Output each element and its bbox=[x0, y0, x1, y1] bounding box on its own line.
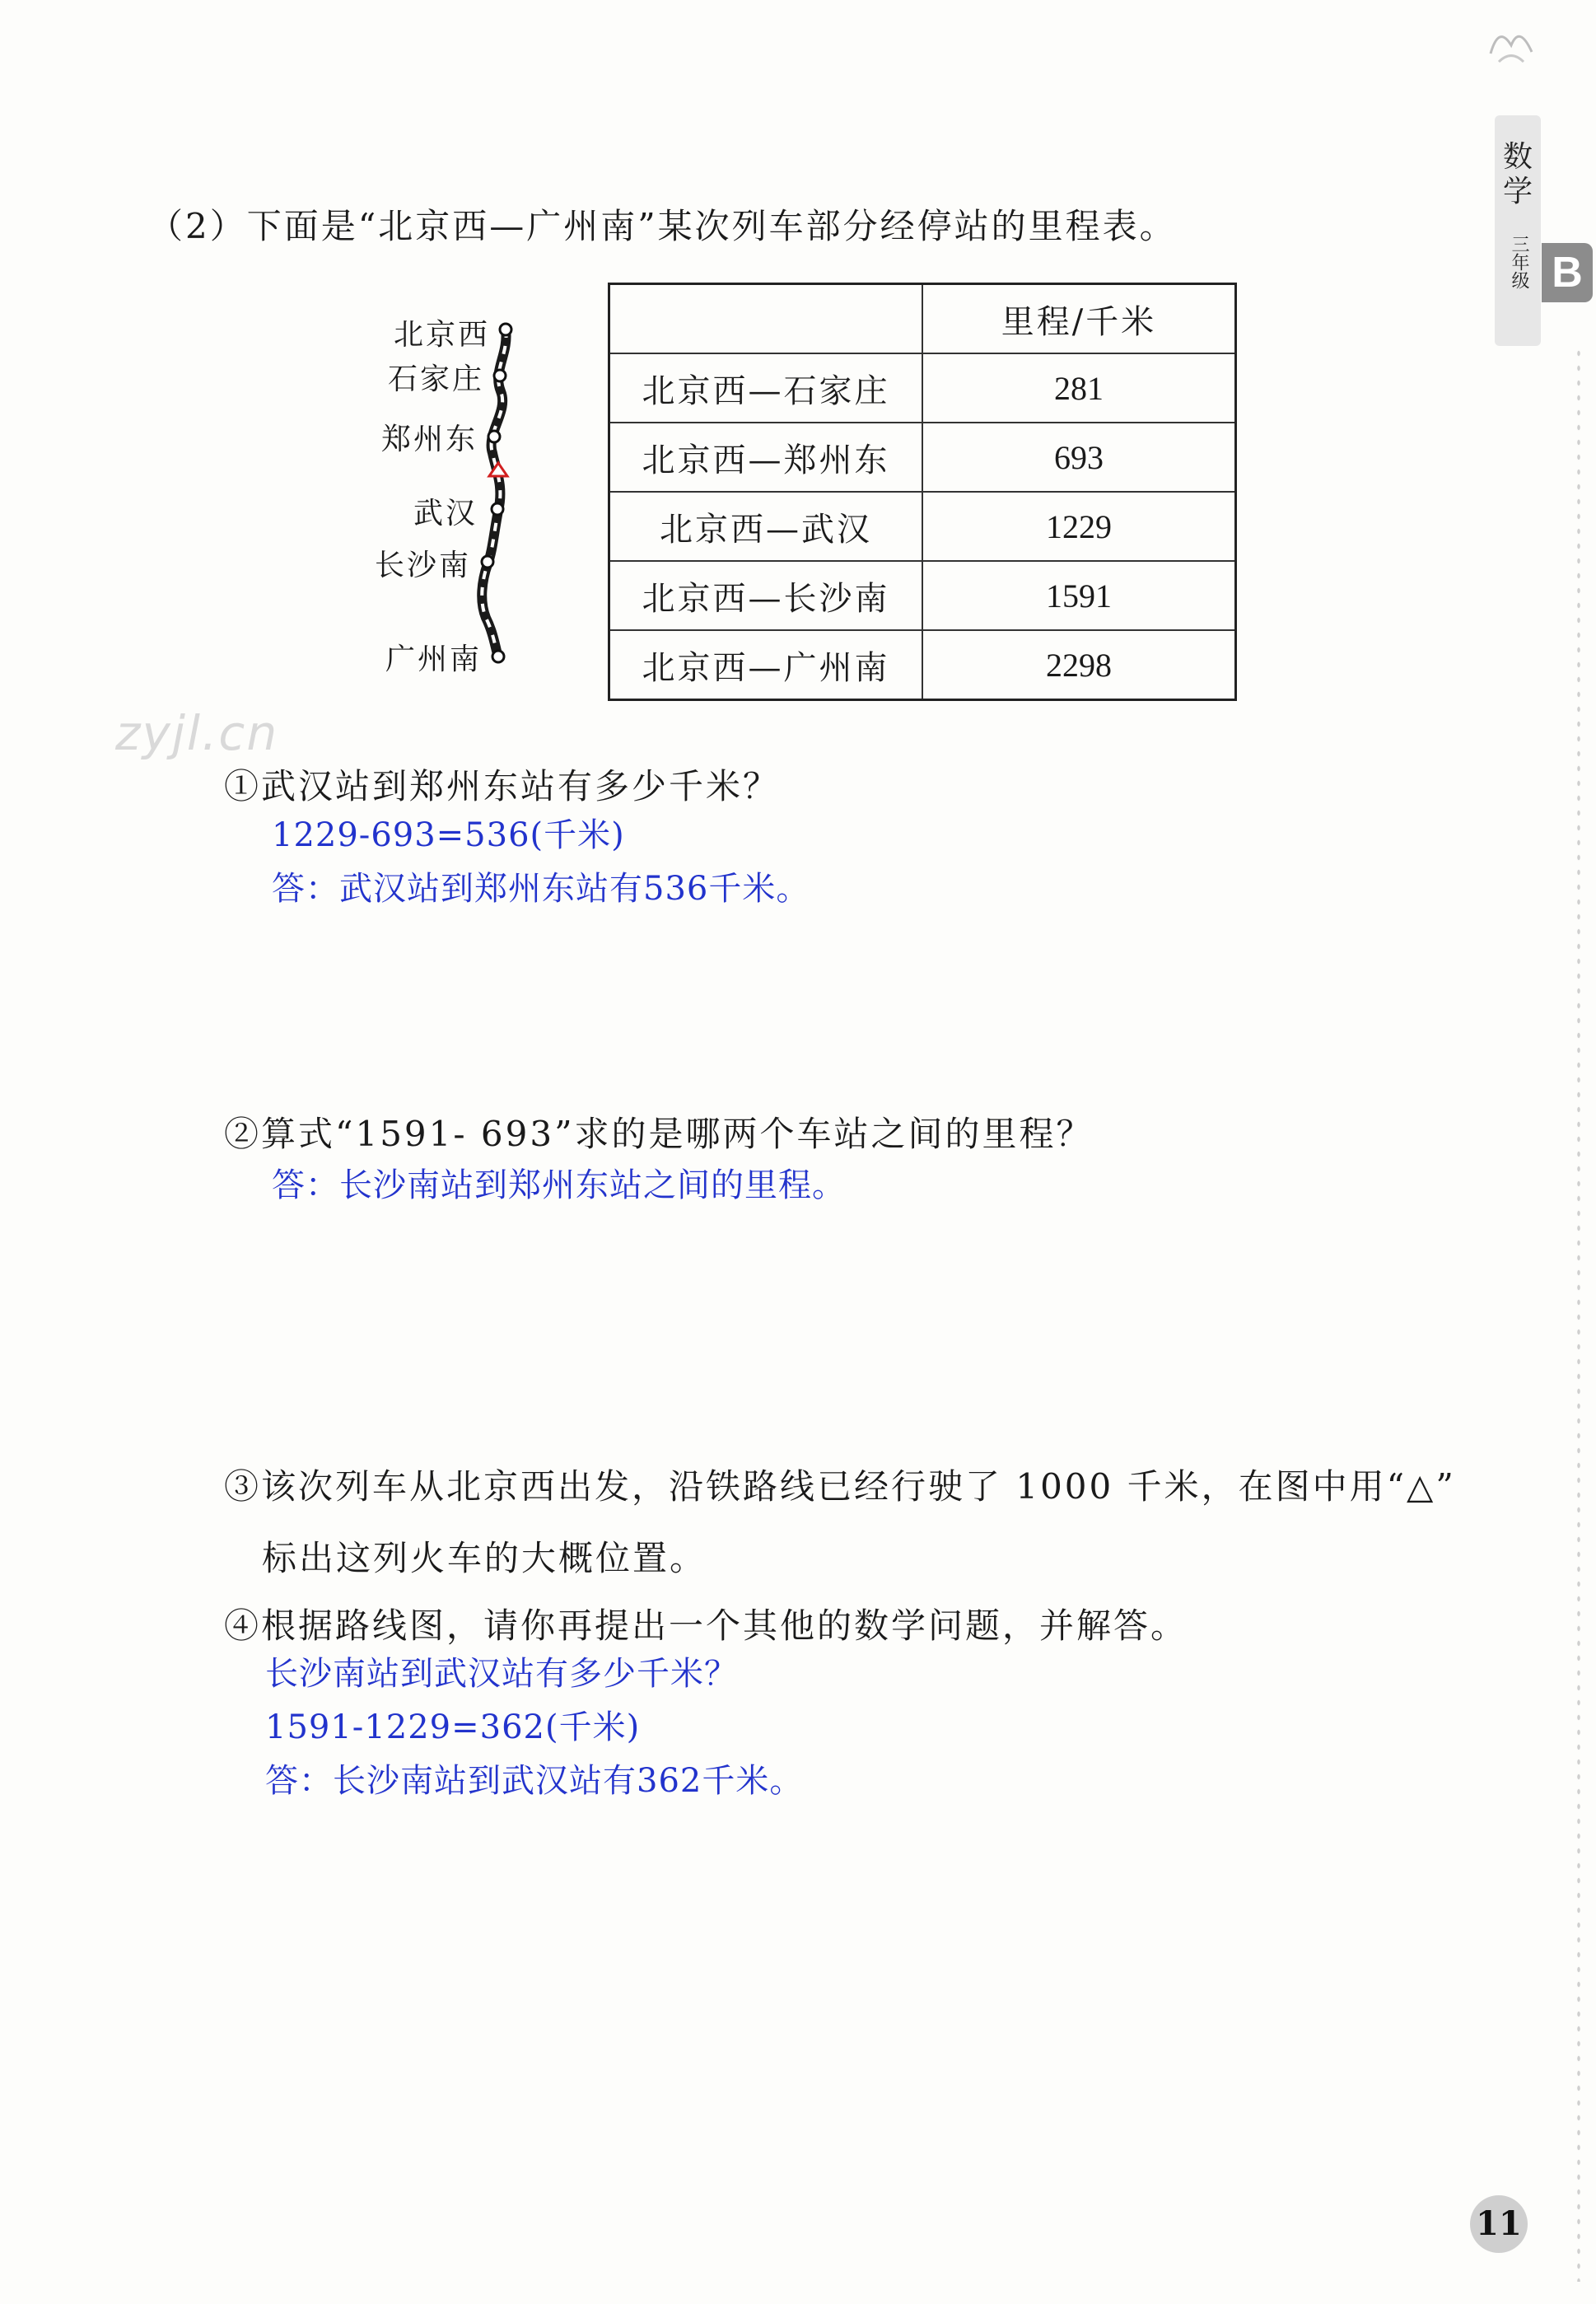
table-cell-segment: 北京西—郑州东 bbox=[609, 423, 923, 492]
edition-badge: B bbox=[1542, 243, 1593, 302]
table-header-distance: 里程/千米 bbox=[922, 284, 1236, 354]
mileage-table bbox=[608, 283, 1237, 701]
station-dot-guangzhounan bbox=[492, 651, 504, 662]
table-row bbox=[609, 492, 1236, 561]
question-1: ①武汉站到郑州东站有多少千米？ bbox=[224, 766, 781, 806]
table-header-blank bbox=[609, 284, 923, 354]
station-label-shijiazhuang: 石家庄 bbox=[387, 362, 484, 396]
station-label-changshanan: 长沙南 bbox=[374, 549, 471, 582]
table-cell-distance: 1591 bbox=[922, 561, 1236, 630]
page-number: 11 bbox=[1470, 2195, 1528, 2253]
answer-1-equation: 1229-693=536(千米) bbox=[272, 816, 625, 854]
table-cell-distance: 1229 bbox=[922, 492, 1236, 561]
answer-4-equation: 1591-1229=362(千米) bbox=[265, 1708, 641, 1746]
question-3-line1: ③该次列车从北京西出发，沿铁路线已经行驶了 1000 千米，在图中用“△” bbox=[224, 1466, 1456, 1507]
station-dot-changshanan bbox=[482, 556, 493, 568]
leaf-ornament bbox=[1474, 21, 1548, 70]
table-row bbox=[609, 353, 1236, 423]
station-dot-zhengzhoudong bbox=[488, 431, 500, 442]
page-edge-dots bbox=[1575, 346, 1583, 2282]
table-cell-segment: 北京西—武汉 bbox=[609, 492, 923, 561]
station-dot-beijingxi bbox=[500, 324, 511, 335]
answer-2-statement: 答：长沙南站到郑州东站之间的里程。 bbox=[272, 1166, 846, 1204]
question-4: ④根据路线图，请你再提出一个其他的数学问题，并解答。 bbox=[224, 1605, 1188, 1646]
route-map bbox=[362, 297, 560, 684]
table-cell-segment: 北京西—长沙南 bbox=[609, 561, 923, 630]
table-cell-segment: 北京西—广州南 bbox=[609, 630, 923, 700]
answer-4-question: 长沙南站到武汉站有多少千米？ bbox=[265, 1655, 738, 1693]
station-label-beijingxi: 北京西 bbox=[393, 318, 490, 352]
station-label-zhengzhoudong: 郑州东 bbox=[380, 423, 478, 456]
table-cell-distance: 693 bbox=[922, 423, 1236, 492]
watermark: zyjl.cn bbox=[115, 705, 279, 761]
subject-label: 数学 bbox=[1502, 140, 1533, 208]
station-label-wuhan: 武汉 bbox=[413, 497, 478, 530]
grade-label: 三年级 bbox=[1509, 235, 1529, 289]
table-row bbox=[609, 630, 1236, 700]
answer-4-statement: 答：长沙南站到武汉站有362千米。 bbox=[265, 1762, 804, 1800]
table-cell-segment: 北京西—石家庄 bbox=[609, 353, 923, 423]
table-cell-distance: 281 bbox=[922, 353, 1236, 423]
station-dot-shijiazhuang bbox=[494, 370, 506, 381]
answer-1-statement: 答：武汉站到郑州东站有536千米。 bbox=[272, 870, 810, 908]
table-row bbox=[609, 423, 1236, 492]
subject-side-tab bbox=[1495, 115, 1541, 346]
station-dot-wuhan bbox=[492, 503, 503, 515]
table-row bbox=[609, 561, 1236, 630]
question-intro: （2）下面是“北京西—广州南”某次列车部分经停站的里程表。 bbox=[148, 206, 1177, 246]
question-3-line2: 标出这列火车的大概位置。 bbox=[262, 1538, 707, 1578]
table-header-row bbox=[609, 284, 1236, 354]
table-cell-distance: 2298 bbox=[922, 630, 1236, 700]
station-label-guangzhounan: 广州南 bbox=[385, 643, 482, 676]
question-2: ②算式“1591- 693”求的是哪两个车站之间的里程？ bbox=[224, 1114, 1094, 1154]
